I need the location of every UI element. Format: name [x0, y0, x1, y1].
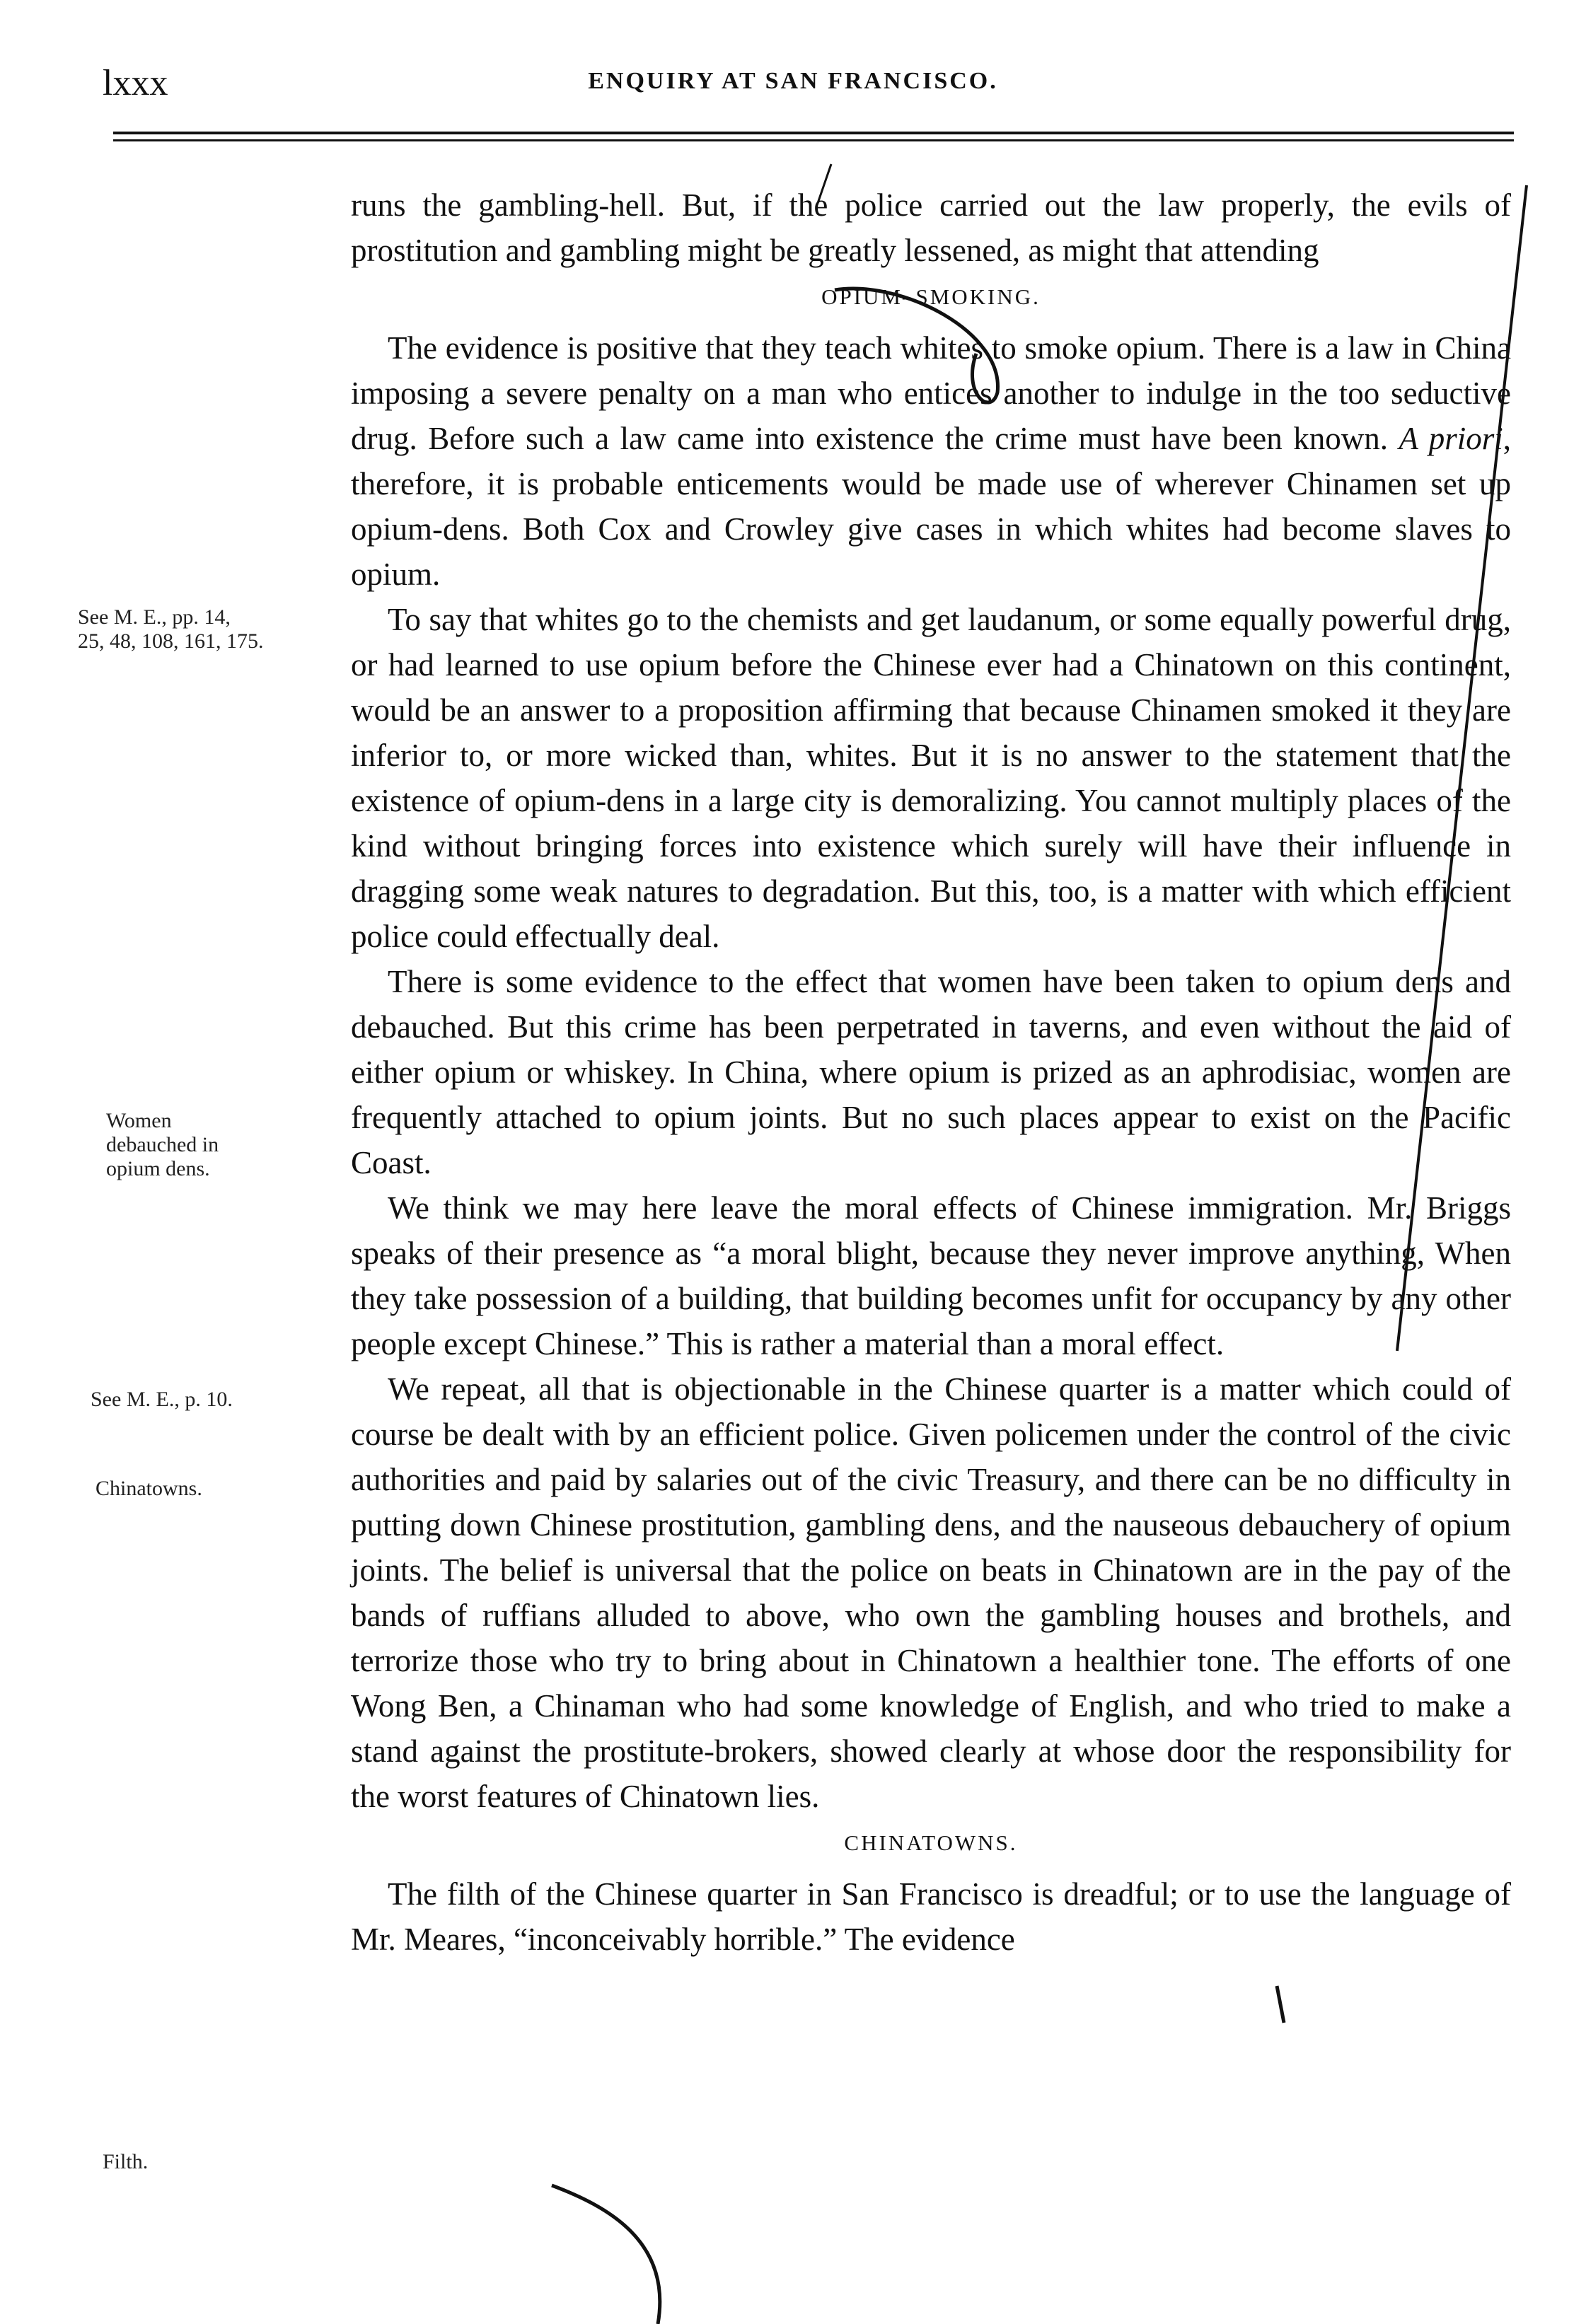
header-rule-thin: [113, 139, 1514, 141]
paragraph-filth: The filth of the Chinese quarter in San Francisco is dreadful; or to use the language of Mr. Meares, “inconceivably horrible.” The evidence: [351, 1876, 1511, 1957]
page-header: [0, 0, 1586, 127]
paragraph-moral-effects: We think we may here leave the moral effects of Chinese immigration. Mr. Briggs speaks of their presence as “a moral blight, because they never improve anything, When they take possession of a building, that building becomes unfit for occupancy by any other people except Chinese.” This is rather a material than a moral effect.: [351, 1190, 1511, 1361]
paragraph-laudanum: To say that whites go to the chemists and get laudanum, or some equally powerful drug, or had learned to use opium before the Chinese ever had a Chinatown on this continent, would be an answer to a proposition affirming that because Chinamen smoked it they are inferior to, or more wicked than, whites. But it is no answer to the statement that the existence of opium-dens in a large city is demoralizing. You cannot multiply places of the kind without bringing forces into existence which surely will have their influence in dragging some weak natures to degradation. But this, too, is a matter with which efficient police could effectually deal.: [351, 602, 1511, 954]
margin-note-line: opium dens.: [106, 1157, 210, 1180]
margin-note-chinatowns: Chinatowns.: [95, 1477, 202, 1500]
main-text: [351, 182, 1511, 1962]
section-heading-chinatowns: CHINATOWNS.: [844, 1830, 1018, 1855]
paragraph-intro: runs the gambling-hell. But, if the police carried out the law properly, the evils of prostitution and gambling might be greatly lessened, as might that attending: [351, 187, 1511, 268]
evidence-text-b: , therefore, it is probable enticements would be made use of wherever Chinamen set up opium-dens. Both Cox and Crowley give cases in which whites had become slaves to opium.: [351, 421, 1511, 592]
margin-note-line: Women: [106, 1109, 172, 1132]
evidence-text-a: The evidence is positive that they teach whites to smoke opium. There is a law in China imposing a severe penalty on a man who entices another to indulge in the too seductive drug. Before such a law came into existence the crime must have been known.: [351, 330, 1511, 456]
evidence-italic-a-priori: A priori: [1399, 421, 1503, 456]
margin-note-filth: Filth.: [103, 2150, 149, 2173]
paragraph-evidence: [351, 325, 1511, 597]
margin-note-see-me-1: [78, 605, 347, 653]
section-heading-opium-smoking: OPIUM–SMOKING.: [821, 284, 1041, 309]
margin-note-women-debauched: [106, 1109, 375, 1181]
margin-note-line: See M. E., pp. 14,: [78, 605, 231, 629]
paragraph-women: There is some evidence to the effect that women have been taken to opium dens and debauched. But this crime has been perpetrated in taverns, and even without the aid of either opium or whiskey. In China, where opium is prized as an aphrodisiac, women are frequently attached to opium joints. But no such places appear to exist on the Pacific Coast.: [351, 964, 1511, 1180]
paragraph-repeat: We repeat, all that is objectionable in the Chinese quarter is a matter which could of course be dealt with by an efficient police. Given policemen under the control of the civic authorities and paid by salaries out of the civic Treasury, and there can be no difficulty in putting down Chinese prostitution, gambling dens, and the nauseous debauchery of opium joints. The belief is universal that the police on beats in Chinatown are in the pay of the bands of ruffians alluded to above, who own the gambling houses and brothels, and terrorize those who try to bring about in Chinatown a healthier tone. The efforts of one Wong Ben, a Chinaman who had some knowledge of English, and who tried to make a stand against the prostitute-brokers, showed clearly at whose door the responsibility for the worst features of Chinatown lies.: [351, 1371, 1511, 1814]
page-number: lxxx: [103, 63, 168, 103]
margin-note-line: 25, 48, 108, 161, 175.: [78, 629, 264, 653]
header-rule-thick: [113, 132, 1514, 134]
margin-note-see-me-2: See M. E., p. 10.: [91, 1388, 233, 1411]
running-title: ENQUIRY AT SAN FRANCISCO.: [588, 68, 998, 94]
margin-note-line: debauched in: [106, 1133, 219, 1156]
